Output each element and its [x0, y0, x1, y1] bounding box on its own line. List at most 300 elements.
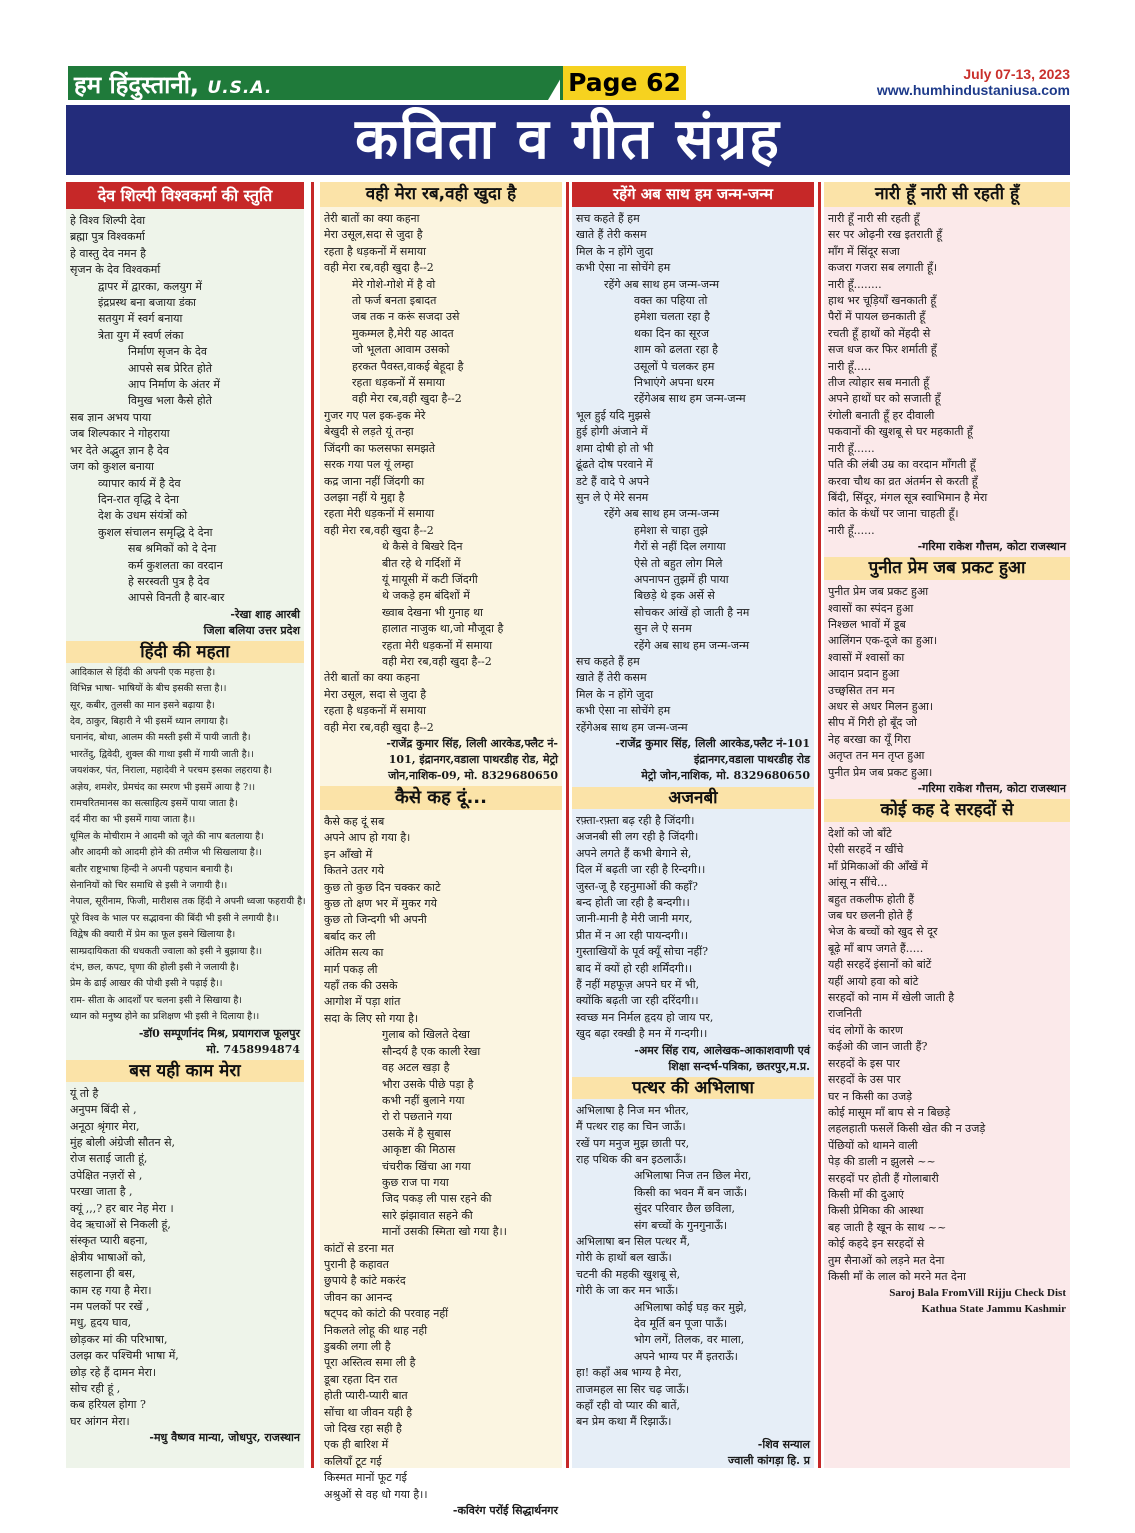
poem-line: कभी ऐसा ना सोचेंगे हम [576, 704, 671, 718]
poem-line: गोरी के जा कर मन भाऊँ। [576, 1284, 679, 1298]
poem-line: धूमिल के मोचीराम ने आदमी को जूते की नाप बतलाया है। [70, 830, 264, 842]
poem-line: अपने हाथों घर को सजाती हूँ [828, 392, 941, 406]
poem-title: कोई कह दे सरहदों से [824, 799, 1070, 822]
poem-line: पकवानों की खुशबू से घर महकाती हूँ [828, 425, 973, 439]
poem-line: रफ़्ता-रफ़्ता बढ़ रही है जिंदगी। [576, 814, 695, 827]
poem-line: डटे हैं वादे पे अपने [576, 474, 650, 488]
page-number: Page 62 [560, 66, 686, 100]
poem-line: घर आंगन मेरा। [70, 1414, 130, 1428]
poem-line: लहलहाती फसलें किसी खेत की न उजड़े [828, 1122, 986, 1136]
poem-line: ऐसे तो बहुत लोग मिले [634, 556, 723, 570]
poem-line: हे वास्तु देव नमन है [70, 246, 146, 260]
poem-line: कभी नहीं बुलाने गया [382, 1093, 465, 1107]
poem-line: राम- सीता के आदर्शों पर चलना इसी ने सिखाया है। [70, 994, 242, 1006]
poem-line: आदिकाल से हिंदी की अपनी एक महत्ता है। [70, 666, 216, 678]
poem-title: नारी हूँ नारी सी रहती हूँ [824, 182, 1070, 207]
poem-title: वही मेरा रब,वही खुदा है [320, 182, 562, 207]
poem-line: मुकम्मल है,मेरी यह आदत [352, 326, 454, 340]
poem-line: खुद बढ़ा रक्खी है मन में गन्दगी।। [576, 1027, 708, 1041]
poem-line: नेपाल, सूरीनाम, फिजी, मारीशस तक हिंदी ने अपनी ध्वजा फहरायी है। [70, 896, 306, 908]
poem-line: कुछ तो कुछ दिन चक्कर काटे [324, 880, 441, 894]
poem-line: हालात नाजुक था,जो मौजूदा है [382, 622, 504, 636]
poem-line: हाथ भर चूड़ियाँ खनकाती हूँ [828, 294, 937, 308]
column-2 [320, 182, 562, 1518]
poem-line: कुशल संचालन समृद्धि दे देना [98, 525, 213, 539]
poem-line: नेह बरखा का यूँ गिरा [828, 732, 911, 746]
poem-line: रहता है धड़कनों में समाया [324, 704, 427, 718]
poem-author: -अमर सिंह राय, आलेखक-आकाशवाणी एवं [634, 1043, 810, 1057]
poem-line: तीज त्योहार सब मनाती हूँ [828, 376, 930, 390]
poem-line: थे कैसे वे बिखरे दिन [382, 540, 463, 554]
poem-line: क्षेत्रीय भाषाओं को, [70, 1250, 147, 1264]
poem-line: इन आँखो में [324, 847, 373, 861]
poem-line: सुन ले ऐ मेरे सनम [576, 490, 649, 504]
poem-line: सर पर ओढ़नी रख इतराती हूँ [828, 228, 943, 242]
poem-line: राजनिती [828, 1007, 862, 1021]
poem-author-address: इंद्रानगर,वडाला पाथरडीह रोड [694, 753, 810, 766]
poem-line: वही मेरा रब,वही खुदा है--2 [324, 261, 434, 275]
poem-line: किसी माँ की दुआएं [828, 1187, 904, 1201]
poem-line: मिल के न होंगे जुदा [576, 687, 654, 701]
poem-line: सच कहते हैं हम [576, 654, 640, 668]
poem-line: अनूठा श्रृंगार मेरा, [70, 1119, 140, 1133]
poem-line: गुजर गए पल इक-इक मेरे [324, 408, 426, 422]
poem-line: बन्द होती जा रही है बन्दगी।। [576, 896, 690, 910]
poem-line: पुनीत प्रेम जब प्रकट हुआ [828, 585, 929, 599]
poem-line: विभिन्न भाषा- भाषियों के बीच इसकी सत्ता है।। [70, 683, 227, 695]
poem-line: कुछ राज पा गया [382, 1175, 449, 1189]
poem-line: वही मेरा रब,वही खुदा है--2 [352, 392, 462, 406]
poem-line: राह पथिक की बन इठलाऊँ। [576, 1152, 687, 1166]
poem-line: कहाँ रही वो प्यार की बातें, [576, 1399, 681, 1412]
poem-author: -मधु वैष्णव मान्या, जोधपुर, राजस्थान [149, 1431, 300, 1445]
poem-line: प्रेम के ढाई आखर की पोथी इसी ने पढ़ाई है।। [70, 978, 223, 990]
poem-line: रहेंगे अब साथ हम जन्म-जन्म [604, 507, 720, 521]
poem-line: ताजमहल सा सिर चढ़ जाऊँ। [576, 1382, 690, 1396]
poem-line: जयशंकर, पंत, निराला, महादेवी ने परचम इसका लहराया है। [70, 765, 273, 777]
poem-line: ख्वाब देखना भी गुनाह था [382, 605, 483, 619]
poem-line: हरकत पैवस्त,वाकई बेहूदा है [352, 359, 464, 373]
poem-line: कद्र जाना नहीं जिंदगी का [324, 474, 425, 488]
poem-author: -गरिमा राकेश गौत्तम, कोटा राजस्थान [917, 540, 1066, 554]
poem-line: सहलाना ही बस, [70, 1267, 136, 1281]
poem-line: सोंचा था जीवन यही है [324, 1405, 413, 1419]
poem-line: अंतिम सत्य का [324, 946, 384, 960]
poem-body [66, 1082, 304, 1431]
poem-line: थका दिन का सूरज [634, 326, 710, 340]
poem-line: बूढ़े माँ बाप जगते हैं..... [828, 941, 924, 955]
dateline [877, 66, 1070, 98]
poem-line: आगोश में पड़ा शांत [324, 995, 401, 1009]
poem-line: यहीं आयो हवा को बांटे [828, 974, 919, 988]
poem-line: छोड़ रहे हैं दामन मेरा। [70, 1365, 157, 1379]
poem-line: मानों उसकी स्मिता खो गया है।। [382, 1225, 507, 1239]
poem-line: आंसू न सींचे... [828, 876, 888, 890]
poem-line: कब हरियल होगा ? [70, 1398, 146, 1412]
poem-line: कलियाँ टूट गई [324, 1454, 382, 1468]
poem-line: अनुपम बिंदी से , [70, 1103, 137, 1117]
poem-line: उसके में है सुबास [382, 1126, 451, 1140]
poem-line: रखें पग मनुज मुझ छाती पर, [576, 1136, 690, 1150]
poem-line: नम पलकों पर रखें , [70, 1299, 150, 1313]
poem-line: श्वासों में श्वासों का [828, 650, 905, 664]
poem-line: थे जकड़े हम बंदिशों में [382, 589, 470, 603]
poem-line: सरहदों को नाम में खेली जाती है [828, 991, 955, 1005]
poem-line: बाद में क्यों हो रही शर्मिंदगी।। [576, 961, 693, 975]
poem-line: अज्ञेय, शमशेर, प्रेमचंद का स्मरण भी इसमें आया है ?।। [70, 781, 256, 793]
poem-line: मेरे गोशे-गोशे में है वो [352, 277, 436, 291]
poem-line: पुनीत प्रेम जब प्रकट हुआ। [828, 765, 933, 779]
poem-line: निकलते लोहू की थाह नही [324, 1323, 428, 1337]
poem-body [572, 207, 814, 736]
poem-line: दिल में बढ़ती जा रही है रिन्दगी।। [576, 863, 706, 877]
poem-line: अपने आप हो गया है। [324, 831, 411, 845]
poem-line: तुम सैनाओं को लड़ने मत देना [828, 1253, 945, 1267]
poem-author: -कविरंग परोंई सिद्धार्थनगर [452, 1504, 558, 1518]
poem-line: उसूलों पे चलकर हम [634, 359, 715, 373]
poem-line: घर न किसी का उजड़े [828, 1089, 913, 1103]
poem-line: हुई होगी अंजाने में [576, 425, 648, 439]
poem-line: संग बच्चों के गुनगुनाऊँ। [634, 1218, 728, 1232]
poem-line: एक ही बारिश में [324, 1438, 389, 1452]
poem-author: -राजेंद्र कुमार सिंह, लिली आरकेड,फ्लैट नं- [386, 737, 558, 750]
poem-line: माँग में सिंदूर सजा [828, 244, 900, 258]
poem-line: क्योंकि बढ़ती जा रही दरिंदगी।। [576, 994, 699, 1008]
poem-body [572, 1099, 814, 1431]
poem-line: किस्मत मानों फूट गई [324, 1471, 407, 1485]
website-link[interactable]: www.humhindustaniusa.com [876, 82, 1070, 98]
poem-line: श्वासों का स्पंदन हुआ [828, 601, 914, 615]
poem-line: भौरा उसके पीछे पड़ा है [382, 1077, 474, 1091]
poem-line: अभिलाषा बन सिल पत्थर मैं, [576, 1234, 691, 1248]
poem-line: भेज के बच्चों को खुद से दूर [828, 925, 938, 939]
poem-line: हमेशा से चाहा तुझे [634, 523, 708, 537]
poem-line: त्रेता युग में स्वर्ण लंका [98, 328, 184, 342]
poem-line: देव, ठाकुर, बिहारी ने भी इसमें ध्यान लगाया है। [70, 715, 229, 727]
poem-line: पेड़ की डाली न झुलसे ~~ [828, 1155, 936, 1169]
poem-line: वही मेरा रब,वही खुदा है--2 [324, 523, 434, 537]
poem-title: हिंदी की महता [66, 641, 304, 663]
poem-line: नारी हूँ नारी सी रहती हूँ [828, 212, 920, 225]
poem-line: तेरी बातों का क्या कहना [324, 671, 420, 685]
poem-author-address: 101, इंद्रानगर,वडाला पाथरडीह रोड, मेट्रो [388, 753, 558, 766]
masthead [68, 66, 1070, 100]
poem-line: जो भूलता आवाम उसको [352, 343, 450, 357]
poem-line: गैरों से नहीं दिल लगाया [634, 540, 726, 554]
poem-line: उलझ कर पश्चिमी भाषा में, [70, 1349, 179, 1363]
poem-line: वह अटल खड़ा है [382, 1061, 450, 1075]
poem-line: अश्रुओं से वह धो गया है।। [324, 1487, 428, 1501]
poem-line: विमुख भला कैसे होते [128, 394, 212, 408]
poem-line: काम रह गया है मेरा। [70, 1283, 152, 1297]
poem-line: देव मूर्ति बन पूजा पाऊँ। [634, 1316, 728, 1330]
poem-line: यूं तो है [70, 1086, 99, 1100]
poem-line: पैरों में पायल छनकाती हूँ [828, 310, 926, 324]
poem-line: चंद लोगों के कारण [828, 1023, 903, 1037]
poem-line: सूर, कबीर, तुलसी का मान इसने बढ़ाया है। [70, 699, 215, 711]
poem-line: स्वच्छ मन निर्मल हृदय हो जाय पर, [576, 1010, 714, 1024]
poem-line: मधु, हृदय घाव, [70, 1316, 132, 1330]
poem-body [572, 809, 814, 1043]
poem-line: प्रीत में न आ रही पायन्दगी।। [576, 928, 689, 942]
poem-line: जिद पकड़ ली पास रहने की [382, 1192, 492, 1206]
poem-body [824, 822, 1070, 1285]
poem-line: सीप में गिरी हो बूँद जो [828, 716, 917, 730]
poem-line: गुस्ताखियों के पूर्व क्यूँ सोचा नहीं? [576, 945, 709, 959]
poem-line: किसी का भवन मैं बन जाऊँ। [634, 1185, 748, 1199]
poem-line: कितने उतर गये [324, 864, 385, 878]
poem-line: रहता है धड़कनों में समाया [324, 244, 427, 258]
poem-line: छुपाये है कांटे मकरंद [324, 1274, 406, 1288]
poem-line: रहता मेरी धड़कनों में समाया [382, 638, 493, 652]
poem-line: बन प्रेम कथा मैं रिझाऊँ। [576, 1415, 672, 1429]
poem-line: पूरे विश्व के भाल पर सद्भावना की बिंदी भी इसी ने लगायी है।। [70, 912, 279, 924]
poem-line: पुरानी है कहावत [324, 1257, 389, 1271]
poem-line: अभिलाषा है निज मन भीतर, [576, 1103, 689, 1117]
poem-line: तेरी बातों का क्या कहना [324, 212, 420, 225]
poem-line: जीवन का आनन्द [324, 1290, 393, 1304]
poem-line: किसी प्रेमिका की आस्था [828, 1204, 924, 1218]
issue-date: July 07-13, 2023 [963, 66, 1070, 82]
column-divider [311, 182, 314, 1468]
poem-line: कईओ की जान जाती हैं? [828, 1040, 928, 1054]
poem-line: डूबा रहता दिन रात [324, 1372, 398, 1386]
poem-line: दर्द मीरा का भी इसमें गाया जाता है।। [70, 814, 196, 826]
poem-body [66, 663, 304, 1026]
poem-line: वक्त का पहिया तो [634, 294, 708, 308]
poem-line: ध्यान को मनुष्य होने का प्रशिक्षण भी इसी ने दिलाया है।। [70, 1011, 260, 1023]
poem-line: वही मेरा रब,वही खुदा है--2 [324, 720, 434, 734]
poem-line: निश्छल भावों में डूब [828, 617, 906, 631]
poem-line: मुंह बोली अंग्रेजी सौतन से, [70, 1135, 176, 1149]
poem-line: कैसे कह दूं सब [324, 815, 385, 828]
poem-author-place: शिक्षा सन्दर्भ-पत्रिका, छतरपुर,म.प्र. [668, 1059, 810, 1073]
poem-line: व्यापार कार्य में है देव [98, 476, 181, 490]
poem-line: आदान प्रदान हुआ [828, 667, 900, 681]
poem-body [824, 580, 1070, 781]
poem-line: आपसे सब प्रेरित होते [128, 361, 212, 375]
poem-line: यूं मायूसी में कटी जिंदगी [382, 572, 478, 586]
poem-line: मेरा उसूल, सदा से जुदा है [324, 687, 427, 701]
poem-author: Saroj Bala FromVill Rijju Check Dist [889, 1287, 1066, 1300]
poem-line: सोचकर आंखें हो जाती है नम [634, 605, 750, 619]
poem-line: सरहदों के उस पार [828, 1073, 901, 1087]
poem-line: आलिंगन एक-दूजे का हुआ। [828, 634, 938, 648]
poem-line: हे सरस्वती पुत्र है देव [128, 574, 210, 588]
poem-line: कजरा गजरा सब लगाती हूँ। [828, 261, 937, 275]
poem-line: भूल हुई यदि मुझसे [576, 408, 651, 422]
column-4 [824, 182, 1070, 1468]
poem-line: सतयुग में स्वर्ग बनाया [98, 312, 183, 326]
poem-line: अजनबी सी लग रही है जिंदगी। [576, 830, 699, 844]
poem-line: बिंदी, सिंदूर, मंगल सूत्र स्वाभिमान है मेरा [828, 490, 988, 504]
poem-line: आकृष्टा की मिठास [382, 1143, 456, 1157]
poem-line: गुलाब को खिलते देखा [382, 1028, 470, 1042]
poem-line: निर्माण सृजन के देव [128, 345, 207, 359]
poem-line: सृजन के देव विश्वकर्मा [70, 263, 161, 277]
poem-line: जिंदगी का फलसफा समझते [324, 441, 435, 455]
poem-line: अतृप्त तन मन तृप्त हुआ [828, 749, 925, 763]
brand-suffix: U.S.A. [207, 78, 273, 98]
poem-line: सरहदों के इस पार [828, 1056, 900, 1070]
poem-line: रामचरितमानस का सत्साहित्य इसमें पाया जाता है। [70, 798, 238, 809]
poem-line: रहता धड़कनों में समाया [352, 376, 445, 390]
poem-line: बतौर राष्ट्रभाषा हिन्दी ने अपनी पहचान बनायी है। [70, 863, 233, 875]
poem-line: अपने भाग्य पर मैं इतराऊँ। [634, 1349, 738, 1363]
poem-line: कांत के कंधों पर जाना चाहती हूँ। [828, 507, 959, 521]
poem-line: रचती हूँ हाथों को मेंहदी से [828, 326, 931, 340]
poem-line: चटनी की महकी खुशबू से, [576, 1267, 681, 1281]
poem-line: डुबकी लगा ली है [324, 1340, 391, 1353]
poem-author-address: मेट्रो जोन,नाशिक, मो. 8329680650 [641, 769, 810, 782]
poem-line: जब तक न करूं सजदा उसे [352, 310, 460, 324]
poem-line: और आदमी को आदमी होने की तमीज भी सिखलाया है।। [70, 847, 262, 859]
poem-line: बर्बाद कर ली [324, 929, 376, 943]
poem-line: रहेंगेअब साथ हम जन्म-जन्म [576, 720, 688, 734]
poem-line: आपसे विनती है बार-बार [128, 591, 225, 605]
poem-line: मेरा उसूल,सदा से जुदा है [324, 228, 423, 242]
poem-line: ऐसी सरहदें न खींचे [828, 843, 904, 857]
poem-line: माँ प्रेमिकाओं की आँखें में [828, 859, 928, 873]
poem-line: होती प्यारी-प्यारी बात [324, 1389, 408, 1403]
poem-line: षट्पद को कांटो की परवाह नहीं [324, 1307, 449, 1321]
poem-line: तो फर्ज बनता इबादत [352, 294, 437, 308]
poem-line: वही मेरा रब,वही खुदा है--2 [382, 654, 492, 668]
section-banner: कविता व गीत संग्रह [66, 105, 1070, 175]
poem-line: जुस्त-जू है रहनुमाओं की कहाँ? [576, 879, 698, 893]
poem-line: ढूंढते दोष परवाने में [576, 458, 653, 472]
poem-line: आप निर्माण के अंतर में [128, 378, 221, 392]
poem-line: सच कहते हैं हम [576, 212, 640, 225]
poem-line: छोड़कर मां की परिभाषा, [70, 1332, 168, 1346]
poem-line: कोई कहदे इन सरहदों से [828, 1237, 925, 1251]
poem-line: रहता मेरी धड़कनों में समाया [324, 507, 435, 521]
poem-title: कैसे कह दूं... [320, 786, 562, 810]
poem-line: अपने लगते हैं कभी बेगाने से, [576, 846, 692, 860]
poem-line: नारी हूँ........ [828, 277, 882, 291]
poem-line: कुछ तो जिन्दगी भी अपनी [324, 913, 427, 927]
poem-line: देश के उधम संयंत्रों को [98, 509, 188, 523]
poem-line: सब ज्ञान अभय पाया [70, 410, 152, 424]
column-3 [572, 182, 814, 1468]
poem-line: अधर से अधर मिलन हुआ। [828, 699, 933, 713]
poem-author: -राजेंद्र कुमार सिंह, लिली आरकेड,फ्लैट नं-101 [615, 737, 810, 750]
poem-line: विद्वेष की क्यारी में प्रेम का फूल इसने खिलाया है। [70, 929, 236, 941]
poem-line: उच्छ्वसित तन मन [828, 683, 895, 697]
poem-line: कभी ऐसा ना सोचेंगे हम [576, 261, 671, 275]
poem-body [320, 207, 562, 736]
poem-title: बस यही काम मेरा [66, 1060, 304, 1082]
poem-line: यही सरहदें इंसानों को बांटें [828, 958, 932, 972]
poem-line: रहेंगे अब साथ हम जन्म-जन्म [604, 277, 720, 291]
poem-line: सोच रही हूं , [70, 1382, 121, 1395]
poem-line: भोग लगें, तिलक, वर माला, [634, 1333, 745, 1347]
poem-line: संस्कृत प्यारी बहना, [70, 1234, 148, 1248]
column-divider [566, 182, 569, 1468]
poem-line: देशों को जो बाँटे [828, 827, 892, 840]
poem-line: रंगोली बनाती हूँ हर दीवाली [828, 408, 935, 422]
poem-line: किसी माँ के लाल को मरने मत देना [828, 1269, 966, 1283]
poem-line: रो रो पछताने गया [382, 1110, 452, 1124]
poem-line: सरहदों पर होती हैं गोलाबारी [828, 1171, 939, 1185]
poem-line: घनानंद, बोधा, आलम की मस्ती इसी में पायी जाती है। [70, 732, 251, 744]
poem-line: अभिलाषा निज तन छिल मेरा, [634, 1169, 752, 1183]
column-divider [818, 182, 821, 1468]
poem-line: इंद्रप्रस्थ बना बजाया डंका [98, 296, 197, 310]
poem-line: अपनापन तुझमें ही पाया [634, 572, 729, 586]
poem-author: -रेखा शाह आरबी [230, 607, 300, 621]
poem-line: दिन-रात वृद्धि दे देना [98, 492, 180, 506]
poem-line: खाते हैं तेरी कसम [576, 228, 647, 242]
poem-line: सारे झंझावात सहने की [382, 1208, 473, 1222]
poem-author-place: ज्वाली कांगड़ा हि. प्र [727, 1453, 810, 1467]
poem-line: नारी हूँ...... [828, 441, 875, 455]
brand-logo [74, 68, 272, 101]
poem-line: क्यूं ,,,? हर बार नेह मेरा । [70, 1201, 174, 1215]
poem-line: गोरी के हाथों बल खाऊँ। [576, 1251, 672, 1265]
poem-body [824, 207, 1070, 539]
poem-line: सेनानियों को चिर समाधि से इसी ने जगायी है।। [70, 880, 228, 892]
poem-line: करवा चौथ का व्रत अंतर्मन से करती हूँ [828, 474, 978, 488]
poem-line: वेद ऋचाओं से निकली हूं, [70, 1217, 171, 1231]
poem-title: रहेंगे अब साथ हम जन्म-जन्म [572, 182, 814, 207]
poem-line: मार्ग पकड़ ली [324, 962, 378, 976]
poem-line: द्वापर में द्वारका, कलयुग में [98, 279, 203, 293]
poem-line: भारतेंदु, द्विवेदी, शुक्ल की गाथा इसी में गायी जाती है।। [70, 748, 254, 760]
poem-title: पुनीत प्रेम जब प्रकट हुआ [824, 557, 1070, 580]
poem-line: बहुत तकलीफ होती हैं [828, 892, 915, 906]
poem-line: सज धज कर फिर शर्माती हूँ [828, 343, 937, 357]
poem-line: खाते हैं तेरी कसम [576, 671, 647, 685]
poem-line: कुछ तो क्षण भर में मुकर गये [324, 897, 438, 911]
column-1 [66, 182, 304, 1468]
poem-line: शमा दोषी हो तो भी [576, 441, 654, 455]
poem-line: बह जाती है खून के साथ ~~ [828, 1220, 947, 1234]
poem-line: बिछड़े थे इक अर्से से [634, 589, 715, 603]
poem-line: नारी हूँ..... [828, 359, 872, 373]
poem-line: रोज सताई जाती हूं, [70, 1152, 148, 1166]
poem-line: रहेंगे अब साथ हम जन्म-जन्म [634, 638, 750, 652]
poem-line: शाम को ढलता रहा है [634, 343, 718, 357]
poem-author: -शिव सन्याल [757, 1437, 810, 1451]
poem-line: जग को कुशल बनाया [70, 460, 154, 474]
poem-author-address: जोन,नाशिक-09, मो. 8329680650 [388, 769, 558, 782]
poem-title: पत्थर की अभिलाषा [572, 1077, 814, 1099]
poem-line: रहेंगेअब साथ हम जन्म-जन्म [634, 392, 746, 406]
poem-title: अजनबी [572, 787, 814, 809]
poem-line: हे विश्व शिल्पी देवा [70, 214, 146, 227]
poem-line: हैं नहीं महफूज़ अपने घर में भी, [576, 978, 700, 992]
poem-line: चंचरीक खिंचा आ गया [382, 1159, 471, 1173]
poem-line: निभाएंगे अपना धरम [634, 376, 715, 390]
poem-line: अभिलाषा कोई घड़ कर मुझे, [634, 1300, 747, 1314]
poem-author-place: जिला बलिया उत्तर प्रदेश [203, 623, 300, 637]
poem-author: -डॉ0 सम्पूर्णानंद मिश्र, प्रयागराज फूलपुर [138, 1026, 300, 1040]
poem-author-place: Kathua State Jammu Kashmir [921, 1303, 1066, 1316]
poem-line: कांटों से डरना मत [324, 1241, 394, 1255]
poem-line: कोई मासूम माँ बाप से न बिछड़े [828, 1105, 951, 1119]
poem-line: उपेक्षित नज़रों से , [70, 1168, 143, 1182]
poem-line: दंभ, छल, कपट, घृणा की होली इसी ने जलायी है। [70, 962, 239, 974]
poem-line: सुन ले ऐ सनम [634, 622, 692, 636]
poem-line: नारी हूँ...... [828, 523, 875, 537]
poem-line: उलझा नहीं ये मुद्दा है [324, 490, 405, 504]
poem-line: पेंछियों को थामने वाली [828, 1138, 918, 1152]
poem-line: साम्प्रदायिकता की धधकती ज्वाला को इसी ने बुझाया है।। [70, 945, 263, 957]
poem-line: सौन्दर्य है एक काली रेखा [382, 1044, 481, 1058]
poem-body [66, 209, 304, 607]
poem-author-phone: मो. 7458994874 [206, 1042, 300, 1056]
